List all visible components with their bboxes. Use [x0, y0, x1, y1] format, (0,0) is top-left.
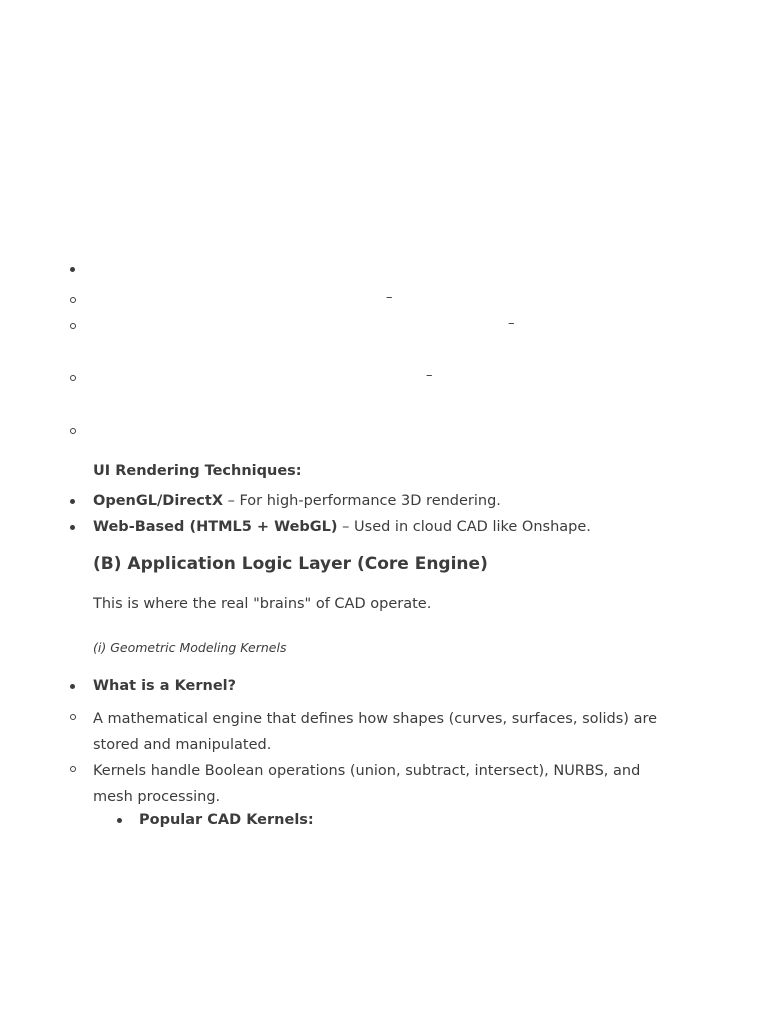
list-item	[93, 491, 501, 511]
list-item-desc: – For high-performance 3D rendering.	[223, 493, 501, 509]
bullet-dot	[117, 818, 122, 823]
kernel-question: What is a Kernel?	[93, 678, 237, 694]
bullet-circle	[70, 297, 76, 303]
section-heading: (B) Application Logic Layer (Core Engine)	[93, 554, 488, 574]
kernel-point: Kernels handle Boolean operations (union, subtract, intersect), NURBS, and mesh processing.	[93, 763, 641, 805]
list-item-term: Web-Based (HTML5 + WebGL)	[93, 519, 338, 535]
kernel-point: A mathematical engine that defines how shapes (curves, surfaces, solids) are stored and manipulated.	[93, 711, 658, 753]
bullet-circle	[70, 323, 76, 329]
bullet-dot	[70, 267, 75, 272]
ui-rendering-heading: UI Rendering Techniques:	[93, 463, 302, 479]
list-item-desc: – Used in cloud CAD like Onshape.	[337, 519, 591, 535]
dash-separator: –	[508, 316, 515, 331]
bullet-dot	[70, 499, 75, 504]
intro-paragraph: This is where the real "brains" of CAD operate.	[93, 596, 432, 612]
list-item	[93, 517, 591, 537]
list-item-term: OpenGL/DirectX	[93, 493, 223, 509]
dash-separator: –	[386, 290, 393, 305]
bullet-circle	[70, 766, 76, 772]
popular-kernels-heading: Popular CAD Kernels:	[139, 812, 314, 828]
bullet-dot	[70, 525, 75, 530]
bullet-circle	[70, 714, 76, 720]
dash-separator: –	[426, 368, 433, 383]
bullet-dot	[70, 684, 75, 689]
bullet-circle	[70, 428, 76, 434]
bullet-circle	[70, 375, 76, 381]
subsection-heading: (i) Geometric Modeling Kernels	[93, 640, 287, 655]
